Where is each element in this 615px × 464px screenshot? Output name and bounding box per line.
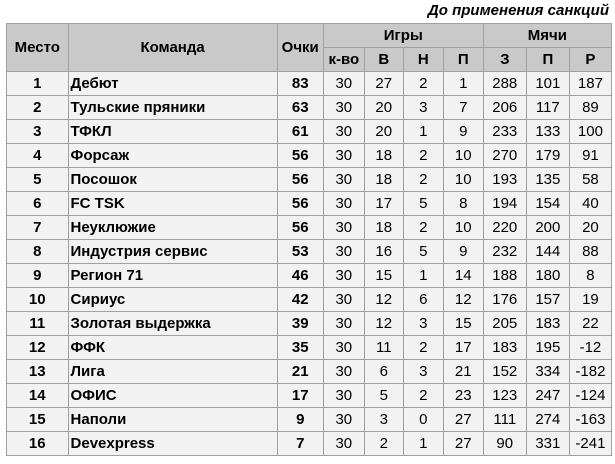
cell-played: 30 bbox=[323, 264, 364, 288]
cell-place: 4 bbox=[7, 144, 69, 168]
table-row bbox=[7, 168, 612, 192]
cell-won: 18 bbox=[364, 168, 403, 192]
cell-points: 56 bbox=[277, 192, 323, 216]
cell-won: 16 bbox=[364, 240, 403, 264]
header-team: Команда bbox=[68, 24, 277, 72]
cell-lost: 14 bbox=[443, 264, 483, 288]
table-row bbox=[7, 96, 612, 120]
cell-diff: 88 bbox=[569, 240, 611, 264]
cell-won: 2 bbox=[364, 432, 403, 456]
cell-conceded: 154 bbox=[526, 192, 569, 216]
cell-won: 17 bbox=[364, 192, 403, 216]
cell-played: 30 bbox=[323, 72, 364, 96]
cell-scored: 90 bbox=[483, 432, 526, 456]
cell-place: 10 bbox=[7, 288, 69, 312]
header-place: Место bbox=[7, 24, 69, 72]
cell-points: 46 bbox=[277, 264, 323, 288]
cell-played: 30 bbox=[323, 168, 364, 192]
cell-place: 3 bbox=[7, 120, 69, 144]
cell-scored: 193 bbox=[483, 168, 526, 192]
cell-diff: 91 bbox=[569, 144, 611, 168]
cell-drawn: 1 bbox=[403, 264, 443, 288]
table-row bbox=[7, 384, 612, 408]
cell-conceded: 117 bbox=[526, 96, 569, 120]
header-balls: Мячи bbox=[483, 24, 611, 48]
cell-conceded: 183 bbox=[526, 312, 569, 336]
cell-scored: 183 bbox=[483, 336, 526, 360]
table-row bbox=[7, 336, 612, 360]
header-points: Очки bbox=[277, 24, 323, 72]
cell-drawn: 2 bbox=[403, 72, 443, 96]
cell-scored: 188 bbox=[483, 264, 526, 288]
cell-diff: -182 bbox=[569, 360, 611, 384]
cell-scored: 205 bbox=[483, 312, 526, 336]
cell-drawn: 3 bbox=[403, 312, 443, 336]
table-row bbox=[7, 408, 612, 432]
cell-won: 12 bbox=[364, 312, 403, 336]
table-row bbox=[7, 144, 612, 168]
table-row bbox=[7, 240, 612, 264]
cell-place: 6 bbox=[7, 192, 69, 216]
cell-team: Наполи bbox=[68, 408, 277, 432]
cell-drawn: 1 bbox=[403, 120, 443, 144]
cell-scored: 176 bbox=[483, 288, 526, 312]
cell-place: 12 bbox=[7, 336, 69, 360]
cell-diff: -12 bbox=[569, 336, 611, 360]
cell-lost: 23 bbox=[443, 384, 483, 408]
cell-played: 30 bbox=[323, 216, 364, 240]
cell-place: 7 bbox=[7, 216, 69, 240]
cell-lost: 10 bbox=[443, 216, 483, 240]
standings-table bbox=[6, 23, 612, 456]
cell-lost: 1 bbox=[443, 72, 483, 96]
cell-won: 6 bbox=[364, 360, 403, 384]
cell-points: 53 bbox=[277, 240, 323, 264]
cell-team: Индустрия сервис bbox=[68, 240, 277, 264]
cell-points: 17 bbox=[277, 384, 323, 408]
cell-team: Регион 71 bbox=[68, 264, 277, 288]
cell-lost: 9 bbox=[443, 240, 483, 264]
cell-scored: 206 bbox=[483, 96, 526, 120]
cell-place: 13 bbox=[7, 360, 69, 384]
cell-lost: 21 bbox=[443, 360, 483, 384]
cell-team: Посошок bbox=[68, 168, 277, 192]
cell-scored: 233 bbox=[483, 120, 526, 144]
table-row bbox=[7, 288, 612, 312]
cell-played: 30 bbox=[323, 432, 364, 456]
cell-diff: 58 bbox=[569, 168, 611, 192]
cell-points: 39 bbox=[277, 312, 323, 336]
table-row bbox=[7, 216, 612, 240]
cell-lost: 17 bbox=[443, 336, 483, 360]
table-row bbox=[7, 72, 612, 96]
cell-won: 20 bbox=[364, 120, 403, 144]
cell-played: 30 bbox=[323, 312, 364, 336]
cell-lost: 10 bbox=[443, 144, 483, 168]
cell-conceded: 334 bbox=[526, 360, 569, 384]
cell-played: 30 bbox=[323, 288, 364, 312]
cell-diff: -163 bbox=[569, 408, 611, 432]
cell-team: ФФК bbox=[68, 336, 277, 360]
cell-conceded: 135 bbox=[526, 168, 569, 192]
cell-team: ОФИС bbox=[68, 384, 277, 408]
cell-conceded: 180 bbox=[526, 264, 569, 288]
cell-won: 5 bbox=[364, 384, 403, 408]
cell-won: 20 bbox=[364, 96, 403, 120]
cell-points: 61 bbox=[277, 120, 323, 144]
cell-played: 30 bbox=[323, 240, 364, 264]
cell-scored: 111 bbox=[483, 408, 526, 432]
cell-lost: 9 bbox=[443, 120, 483, 144]
cell-diff: 100 bbox=[569, 120, 611, 144]
cell-played: 30 bbox=[323, 144, 364, 168]
cell-won: 27 bbox=[364, 72, 403, 96]
cell-place: 5 bbox=[7, 168, 69, 192]
cell-points: 9 bbox=[277, 408, 323, 432]
cell-played: 30 bbox=[323, 360, 364, 384]
cell-drawn: 5 bbox=[403, 192, 443, 216]
cell-conceded: 144 bbox=[526, 240, 569, 264]
cell-conceded: 200 bbox=[526, 216, 569, 240]
cell-points: 7 bbox=[277, 432, 323, 456]
table-row bbox=[7, 264, 612, 288]
cell-conceded: 133 bbox=[526, 120, 569, 144]
cell-drawn: 0 bbox=[403, 408, 443, 432]
cell-drawn: 2 bbox=[403, 336, 443, 360]
cell-place: 11 bbox=[7, 312, 69, 336]
header-lost: П bbox=[443, 48, 483, 72]
cell-conceded: 247 bbox=[526, 384, 569, 408]
cell-conceded: 195 bbox=[526, 336, 569, 360]
cell-place: 2 bbox=[7, 96, 69, 120]
cell-diff: 22 bbox=[569, 312, 611, 336]
cell-won: 12 bbox=[364, 288, 403, 312]
cell-won: 11 bbox=[364, 336, 403, 360]
cell-played: 30 bbox=[323, 192, 364, 216]
cell-points: 56 bbox=[277, 168, 323, 192]
header-games: Игры bbox=[323, 24, 483, 48]
header-won: В bbox=[364, 48, 403, 72]
cell-team: Форсаж bbox=[68, 144, 277, 168]
cell-place: 8 bbox=[7, 240, 69, 264]
cell-drawn: 1 bbox=[403, 432, 443, 456]
cell-team: Дебют bbox=[68, 72, 277, 96]
cell-scored: 232 bbox=[483, 240, 526, 264]
cell-lost: 10 bbox=[443, 168, 483, 192]
cell-won: 18 bbox=[364, 144, 403, 168]
cell-drawn: 2 bbox=[403, 168, 443, 192]
table-row bbox=[7, 312, 612, 336]
cell-lost: 7 bbox=[443, 96, 483, 120]
cell-played: 30 bbox=[323, 408, 364, 432]
cell-team: FC TSK bbox=[68, 192, 277, 216]
cell-team: Золотая выдержка bbox=[68, 312, 277, 336]
cell-scored: 152 bbox=[483, 360, 526, 384]
cell-diff: 187 bbox=[569, 72, 611, 96]
cell-diff: 40 bbox=[569, 192, 611, 216]
header-played: к-во bbox=[323, 48, 364, 72]
cell-points: 56 bbox=[277, 216, 323, 240]
cell-won: 18 bbox=[364, 216, 403, 240]
cell-team: Лига bbox=[68, 360, 277, 384]
cell-drawn: 2 bbox=[403, 384, 443, 408]
cell-conceded: 179 bbox=[526, 144, 569, 168]
cell-won: 3 bbox=[364, 408, 403, 432]
cell-team: Devexpress bbox=[68, 432, 277, 456]
header-scored: З bbox=[483, 48, 526, 72]
cell-team: Сириус bbox=[68, 288, 277, 312]
cell-lost: 12 bbox=[443, 288, 483, 312]
cell-lost: 15 bbox=[443, 312, 483, 336]
cell-diff: -124 bbox=[569, 384, 611, 408]
cell-points: 63 bbox=[277, 96, 323, 120]
cell-conceded: 331 bbox=[526, 432, 569, 456]
cell-place: 9 bbox=[7, 264, 69, 288]
cell-played: 30 bbox=[323, 120, 364, 144]
cell-drawn: 6 bbox=[403, 288, 443, 312]
table-row bbox=[7, 120, 612, 144]
cell-lost: 27 bbox=[443, 432, 483, 456]
cell-played: 30 bbox=[323, 384, 364, 408]
header-drawn: Н bbox=[403, 48, 443, 72]
cell-drawn: 3 bbox=[403, 96, 443, 120]
cell-scored: 123 bbox=[483, 384, 526, 408]
standings-body bbox=[7, 72, 612, 456]
table-row bbox=[7, 360, 612, 384]
cell-conceded: 157 bbox=[526, 288, 569, 312]
header-row bbox=[7, 24, 612, 48]
cell-place: 1 bbox=[7, 72, 69, 96]
cell-place: 14 bbox=[7, 384, 69, 408]
cell-drawn: 5 bbox=[403, 240, 443, 264]
cell-points: 83 bbox=[277, 72, 323, 96]
cell-points: 42 bbox=[277, 288, 323, 312]
cell-diff: 19 bbox=[569, 288, 611, 312]
cell-conceded: 274 bbox=[526, 408, 569, 432]
cell-points: 21 bbox=[277, 360, 323, 384]
cell-drawn: 3 bbox=[403, 360, 443, 384]
cell-scored: 270 bbox=[483, 144, 526, 168]
cell-played: 30 bbox=[323, 336, 364, 360]
table-caption: До применения санкций bbox=[427, 2, 609, 19]
cell-points: 56 bbox=[277, 144, 323, 168]
cell-drawn: 2 bbox=[403, 144, 443, 168]
cell-team: ТФКЛ bbox=[68, 120, 277, 144]
cell-won: 15 bbox=[364, 264, 403, 288]
cell-conceded: 101 bbox=[526, 72, 569, 96]
cell-lost: 8 bbox=[443, 192, 483, 216]
cell-points: 35 bbox=[277, 336, 323, 360]
cell-diff: 20 bbox=[569, 216, 611, 240]
cell-diff: 89 bbox=[569, 96, 611, 120]
cell-diff: -241 bbox=[569, 432, 611, 456]
cell-played: 30 bbox=[323, 96, 364, 120]
cell-place: 16 bbox=[7, 432, 69, 456]
cell-team: Неуклюжие bbox=[68, 216, 277, 240]
cell-diff: 8 bbox=[569, 264, 611, 288]
table-row bbox=[7, 192, 612, 216]
cell-scored: 288 bbox=[483, 72, 526, 96]
cell-team: Тульские пряники bbox=[68, 96, 277, 120]
cell-scored: 220 bbox=[483, 216, 526, 240]
table-row bbox=[7, 432, 612, 456]
cell-place: 15 bbox=[7, 408, 69, 432]
header-diff: Р bbox=[569, 48, 611, 72]
cell-drawn: 2 bbox=[403, 216, 443, 240]
header-conceded: П bbox=[526, 48, 569, 72]
cell-scored: 194 bbox=[483, 192, 526, 216]
cell-lost: 27 bbox=[443, 408, 483, 432]
